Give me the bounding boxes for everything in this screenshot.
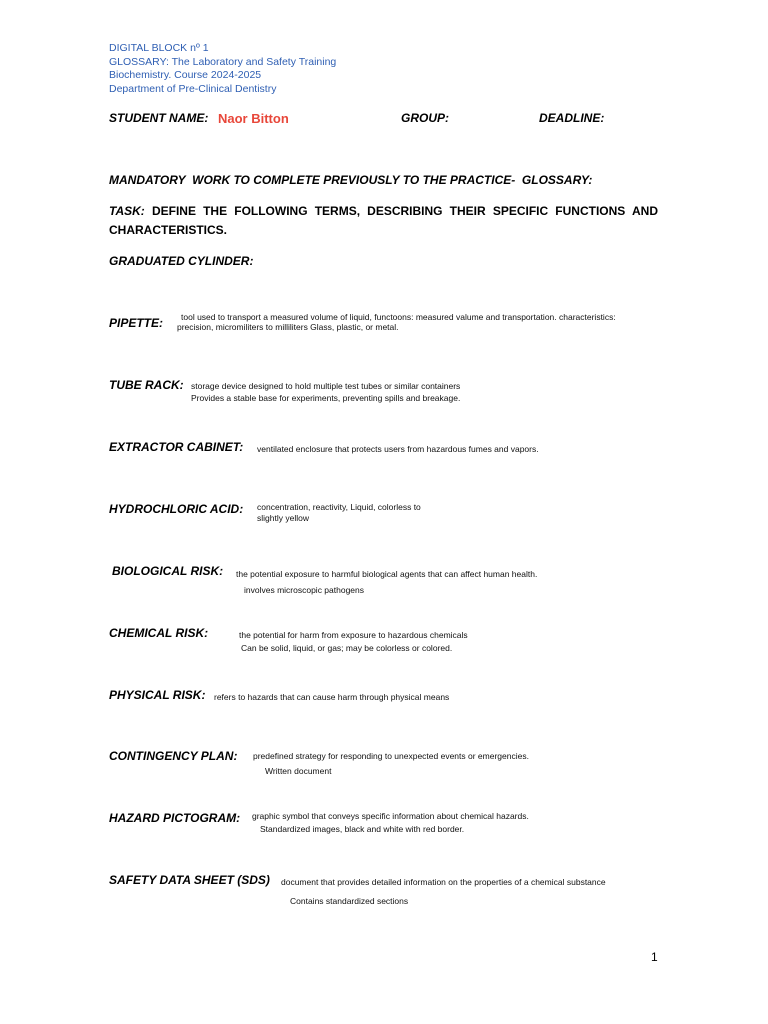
answer-extractor-cabinet-line1: ventilated enclosure that protects users from hazardous fumes and vapors. <box>257 444 539 454</box>
deadline-label: DEADLINE: <box>539 111 605 125</box>
term-biological-risk: BIOLOGICAL RISK: <box>112 564 224 578</box>
answer-tube-rack-line1: storage device designed to hold multiple test tubes or similar containers <box>191 381 461 391</box>
mandatory-heading: MANDATORY WORK TO COMPLETE PREVIOUSLY TO THE PRACTICE- GLOSSARY: <box>109 173 593 187</box>
term-safety-data-sheet: SAFETY DATA SHEET (SDS) <box>109 873 270 887</box>
answer-biological-risk-line2: involves microscopic pathogens <box>244 585 365 595</box>
answer-physical-risk-line1: refers to hazards that can cause harm through physical means <box>214 692 450 702</box>
student-name-value: Naor Bitton <box>218 111 289 126</box>
term-tube-rack: TUBE RACK: <box>109 378 184 392</box>
answer-contingency-plan-line1: predefined strategy for responding to unexpected events or emergencies. <box>253 751 529 761</box>
answer-pipette-line2: precision, micromiliters to milliliters Glass, plastic, or metal. <box>177 322 399 332</box>
term-graduated-cylinder: GRADUATED CYLINDER: <box>109 254 254 268</box>
task-text: DEFINE THE FOLLOWING TERMS, DESCRIBING THEIR SPECIFIC FUNCTIONS AND CHARACTERISTICS. <box>109 204 658 237</box>
group-label: GROUP: <box>401 111 449 125</box>
answer-biological-risk-line1: the potential exposure to harmful biological agents that can affect human health. <box>236 569 538 579</box>
answer-sds-line1: document that provides detailed information on the properties of a chemical substance <box>281 877 606 887</box>
term-pipette: PIPETTE: <box>109 316 164 330</box>
answer-chemical-risk-line2: Can be solid, liquid, or gas; may be colorless or colored. <box>241 643 453 653</box>
task-paragraph <box>109 202 658 240</box>
term-chemical-risk: CHEMICAL RISK: <box>109 626 209 640</box>
answer-tube-rack-line2: Provides a stable base for experiments, preventing spills and breakage. <box>191 393 461 403</box>
term-hydrochloric-acid: HYDROCHLORIC ACID: <box>109 502 244 516</box>
answer-hazard-pictogram-line1: graphic symbol that conveys specific information about chemical hazards. <box>252 811 529 821</box>
header-line-glossary: GLOSSARY: The Laboratory and Safety Training <box>109 55 337 68</box>
answer-hydrochloric-acid-line1: concentration, reactivity, Liquid, colorless to <box>257 502 421 512</box>
term-contingency-plan: CONTINGENCY PLAN: <box>109 749 238 763</box>
answer-contingency-plan-line2: Written document <box>265 766 332 776</box>
header-line-department: Department of Pre-Clinical Dentistry <box>109 82 277 95</box>
answer-hydrochloric-acid-line2: slightly yellow <box>257 513 309 523</box>
task-label: TASK: <box>109 204 145 218</box>
answer-sds-line2: Contains standardized sections <box>290 896 409 906</box>
term-extractor-cabinet: EXTRACTOR CABINET: <box>109 440 244 454</box>
student-name-label: STUDENT NAME: <box>109 111 209 125</box>
header-line-block: DIGITAL BLOCK nº 1 <box>109 42 209 54</box>
term-physical-risk: PHYSICAL RISK: <box>109 688 206 702</box>
header-line-course: Biochemistry. Course 2024-2025 <box>109 69 262 82</box>
document-header <box>109 42 336 96</box>
term-hazard-pictogram: HAZARD PICTOGRAM: <box>109 811 241 825</box>
page-number: 1 <box>651 950 658 964</box>
answer-pipette-line1: tool used to transport a measured volume of liquid, functoons: measured valume and transportation. characteristics: <box>181 312 616 322</box>
answer-hazard-pictogram-line2: Standardized images, black and white with red border. <box>260 824 465 834</box>
answer-chemical-risk-line1: the potential for harm from exposure to hazardous chemicals <box>239 630 468 640</box>
